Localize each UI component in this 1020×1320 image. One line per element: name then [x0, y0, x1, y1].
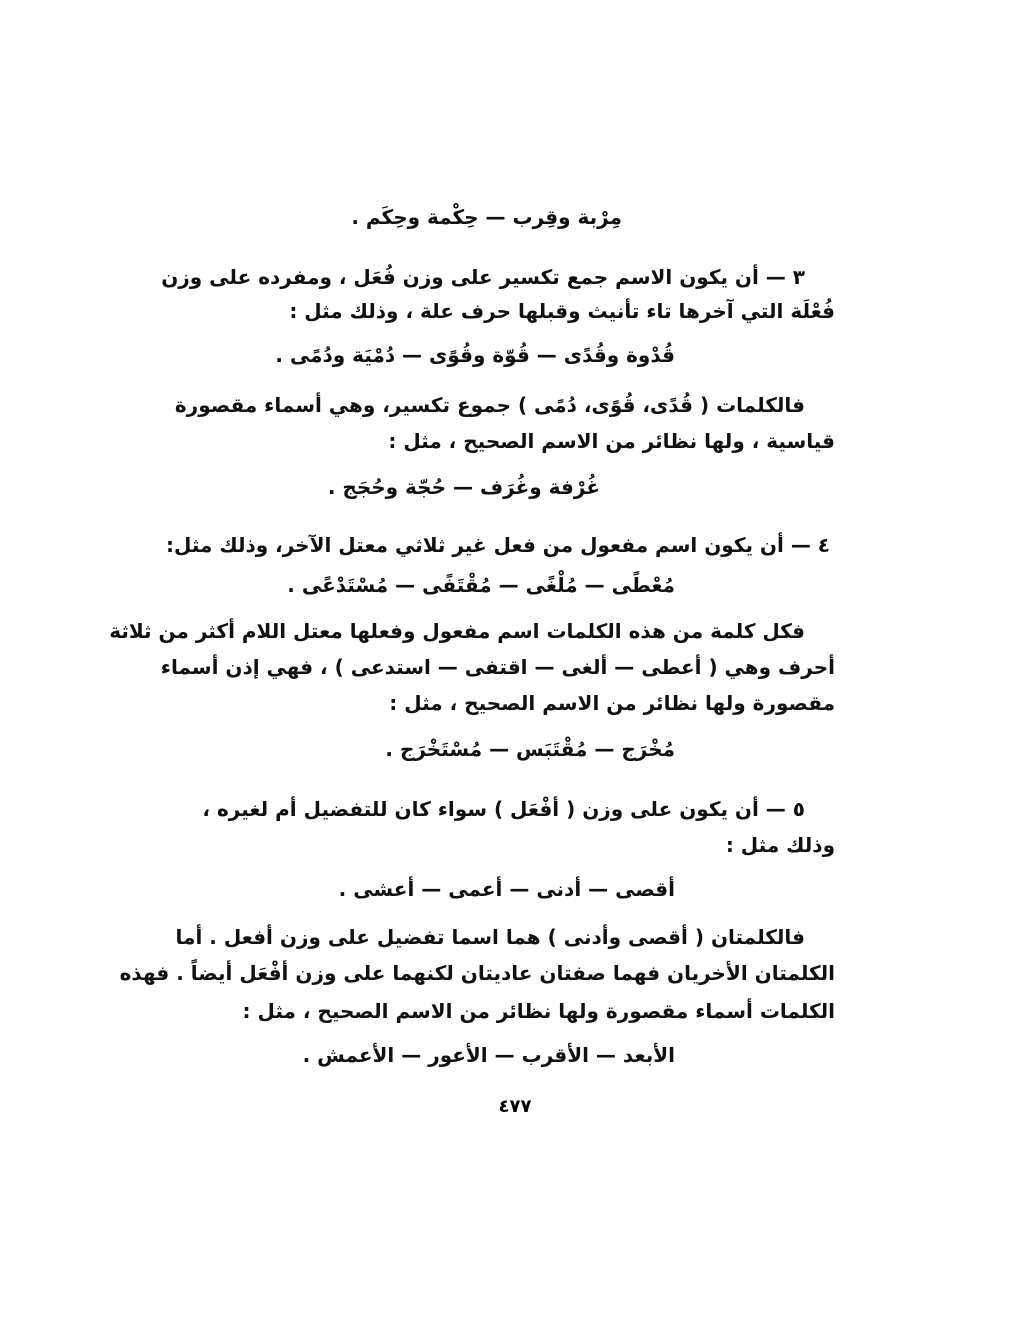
paragraph-line: الكلمتان الأخريان فهما صفتان عاديتان لكنهما على وزن أفْعَل أيضاً . فهذه [119, 961, 835, 985]
example-line: مُعْطًى — مُلْغًى — مُقْتَفًى — مُسْتَدْعًى . [287, 573, 675, 597]
page-number: ٤٧٧ [498, 1096, 532, 1117]
paragraph-line: الكلمات أسماء مقصورة ولها نظائر من الاسم الصحيح ، مثل : [242, 999, 835, 1023]
example-line: الأبعد — الأقرب — الأعور — الأعمش . [302, 1043, 675, 1067]
section-3-heading: ٣ — أن يكون الاسم جمع تكسير على وزن فُعَل ، ومفرده على وزن [161, 265, 805, 289]
example-line: أقصى — أدنى — أعمى — أعشى . [338, 877, 675, 901]
paragraph-line: مقصورة ولها نظائر من الاسم الصحيح ، مثل : [389, 691, 835, 715]
paragraph-line: وذلك مثل : [725, 833, 835, 857]
paragraph-line: قياسية ، ولها نظائر من الاسم الصحيح ، مثل : [388, 429, 835, 453]
paragraph-line: فالكلمات ( قُدًى، قُوًى، دُمًى ) جموع تكسير، وهي أسماء مقصورة [174, 393, 805, 417]
example-line: غُرْفة وغُرَف — حُجّة وحُجَج . [327, 475, 600, 499]
section-4-heading: ٤ — أن يكون اسم مفعول من فعل غير ثلاثي معتل الآخر، وذلك مثل: [165, 533, 830, 557]
paragraph-line: فكل كلمة من هذه الكلمات اسم مفعول وفعلها معتل اللام أكثر من ثلاثة [109, 619, 805, 643]
section-5-heading: ٥ — أن يكون على وزن ( أفْعَل ) سواء كان للتفضيل أم لغيره ، [202, 797, 805, 821]
example-line: مِرْبة وقِرب — حِكْمة وحِكَم . [351, 205, 622, 229]
paragraph-line: فُعْلَة التي آخرها تاء تأنيث وقبلها حرف علة ، وذلك مثل : [289, 299, 835, 323]
example-line: مُخْرَج — مُقْتَبَس — مُسْتَخْرَج . [385, 737, 675, 761]
example-line: قُدْوة وقُدًى — قُوّة وقُوًى — دُمْيَة ودُمًى . [275, 343, 675, 367]
paragraph-line: أحرف وهي ( أعطى — ألغى — اقتفى — استدعى ) ، فهي إذن أسماء [160, 655, 835, 679]
paragraph-line: فالكلمتان ( أقصى وأدنى ) هما اسما تفضيل على وزن أفعل . أما [175, 925, 805, 949]
